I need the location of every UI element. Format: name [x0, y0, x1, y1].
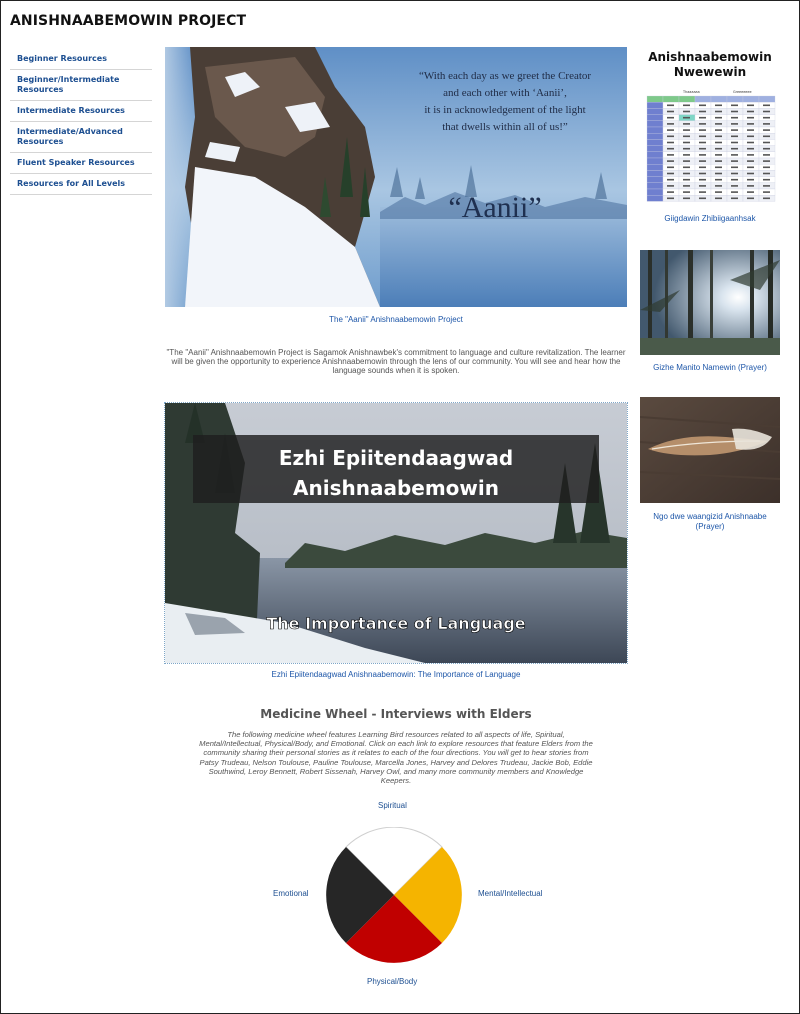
syllabics-cell-glyph [667, 117, 674, 119]
syllabics-cell-glyph [667, 167, 674, 169]
syllabics-cell-glyph [683, 154, 690, 156]
syllabics-cell-glyph [763, 129, 770, 131]
syllabics-cell-glyph [763, 154, 770, 156]
syllabics-cell-glyph [683, 160, 690, 162]
syllabics-cell-glyph [667, 173, 674, 175]
syllabics-cell-glyph [715, 160, 722, 162]
syllabics-cell-glyph [667, 129, 674, 131]
syllabics-cell-glyph [763, 148, 770, 150]
syllabics-cell-glyph [763, 142, 770, 144]
syllabics-cell-glyph [731, 142, 738, 144]
syllabics-cell [647, 127, 663, 133]
syllabics-cell-glyph [699, 160, 706, 162]
syllabics-cell-glyph [699, 148, 706, 150]
syllabics-cell-glyph [699, 198, 706, 200]
syllabics-cell-glyph [715, 167, 722, 169]
syllabics-cell-glyph [747, 160, 754, 162]
feather-caption-link[interactable] [640, 512, 780, 532]
syllabics-cell-glyph [747, 179, 754, 181]
syllabics-cell-glyph [763, 160, 770, 162]
syllabics-cell-glyph [731, 123, 738, 125]
syllabics-cell-glyph [667, 179, 674, 181]
sidebar-nav [10, 48, 152, 195]
syllabics-cell-glyph [715, 111, 722, 113]
syllabics-cell [647, 189, 663, 195]
syllabics-cell-glyph [667, 105, 674, 107]
syllabics-cell [647, 177, 663, 183]
syllabics-cell-glyph [731, 111, 738, 113]
syllabics-chart [641, 88, 779, 204]
syllabics-cell-glyph [731, 129, 738, 131]
syllabics-cell-glyph [763, 179, 770, 181]
syllabics-cell [759, 96, 775, 102]
syllabics-cell-glyph [667, 148, 674, 150]
syllabics-cell-glyph [667, 154, 674, 156]
prayer-caption-link[interactable]: Gizhe Manito Namewin (Prayer) [653, 363, 767, 372]
forest-illustration [640, 250, 780, 355]
syllabics-cell-glyph [731, 173, 738, 175]
syllabics-cell-glyph [731, 136, 738, 138]
syllabics-cell-glyph [699, 167, 706, 169]
physical-body-link[interactable]: Physical/Body [367, 977, 418, 986]
syllabics-cell-glyph [683, 173, 690, 175]
syllabics-cell-glyph [731, 148, 738, 150]
syllabics-cell [647, 183, 663, 189]
syllabics-cell-glyph [747, 129, 754, 131]
sidebar-item-beginner-intermediate[interactable]: Beginner/Intermediate Resources [10, 70, 152, 101]
feather-caption-line-1: Ngo dwe waangizid Anishnaabe [653, 512, 767, 521]
syllabics-cell-glyph [683, 142, 690, 144]
syllabics-cell-glyph [667, 142, 674, 144]
syllabics-cell-glyph [747, 198, 754, 200]
hero-quote-line-2: and each other with ‘Aanii’, [443, 87, 567, 99]
syllabics-cell [647, 121, 663, 127]
syllabics-cell-glyph [699, 142, 706, 144]
sidebar-item-intermediate-advanced[interactable]: Intermediate/Advanced Resources [10, 122, 152, 153]
syllabics-cell-glyph [763, 167, 770, 169]
syllabics-cell-glyph [683, 136, 690, 138]
syllabics-cell-glyph [683, 129, 690, 131]
syllabics-cell [647, 164, 663, 170]
video-thumbnail[interactable] [165, 403, 627, 663]
syllabics-cell-glyph [715, 154, 722, 156]
syllabics-cell [647, 139, 663, 145]
syllabics-cell [727, 96, 743, 102]
spiritual-link[interactable]: Spiritual [378, 801, 407, 810]
syllabics-cell-glyph [715, 117, 722, 119]
syllabics-cell [647, 195, 663, 201]
syllabics-chart-image[interactable] [641, 88, 779, 204]
hero-quote-line-1: “With each day as we greet the Creator [418, 70, 592, 82]
syllabics-cell-glyph [763, 111, 770, 113]
syllabics-cell-glyph [699, 117, 706, 119]
syllabics-cell-glyph [667, 111, 674, 113]
syllabics-header-left: Thaaaaaa [683, 90, 700, 94]
syllabics-cell-glyph [731, 185, 738, 187]
syllabics-cell-glyph [683, 111, 690, 113]
syllabics-cell-glyph [731, 105, 738, 107]
syllabics-cell [711, 96, 727, 102]
syllabics-cell-glyph [667, 160, 674, 162]
syllabics-cell [679, 96, 695, 102]
video-title-line-1: Ezhi Epiitendaagwad [278, 446, 514, 470]
syllabics-cell-glyph [747, 154, 754, 156]
syllabics-cell-glyph [715, 148, 722, 150]
hero-quote-line-3: it is in acknowledgement of the light [424, 104, 586, 116]
syllabics-cell-glyph [683, 123, 690, 125]
medicine-wheel-heading: Medicine Wheel - Interviews with Elders [260, 707, 532, 721]
syllabics-cell-glyph [747, 185, 754, 187]
syllabics-cell [647, 108, 663, 114]
syllabics-cell-glyph [699, 191, 706, 193]
syllabics-cell-glyph [699, 136, 706, 138]
syllabics-cell [647, 170, 663, 176]
video-caption-link[interactable]: Ezhi Epiitendaagwad Anishnaabemowin: The Importance of Language [271, 670, 521, 679]
syllabics-cell-glyph [683, 179, 690, 181]
syllabics-cell-glyph [667, 136, 674, 138]
syllabics-cell-glyph [747, 136, 754, 138]
syllabics-cell-glyph [699, 111, 706, 113]
hero-image[interactable] [165, 47, 627, 307]
syllabics-cell [647, 102, 663, 108]
syllabics-cell-glyph [763, 105, 770, 107]
syllabics-cell-glyph [715, 129, 722, 131]
syllabics-cell-glyph [715, 191, 722, 193]
hero-quote-line-4: that dwells within all of us!” [442, 121, 568, 133]
syllabics-cell-glyph [715, 173, 722, 175]
syllabics-cell-glyph [731, 117, 738, 119]
nwewewin-title-line-1: Anishnaabemowin [648, 50, 772, 64]
syllabics-cell-glyph [699, 105, 706, 107]
hero-caption-link[interactable]: The "Aanii" Anishnaabemowin Project [329, 315, 463, 324]
syllabics-caption-link[interactable]: Giigdawin Zhibiigaanhsak [664, 214, 756, 223]
syllabics-cell-glyph [747, 173, 754, 175]
syllabics-cell-glyph [715, 179, 722, 181]
syllabics-cell-glyph [763, 198, 770, 200]
sidebar-item-intermediate[interactable]: Intermediate Resources [10, 101, 152, 122]
syllabics-cell-glyph [683, 198, 690, 200]
syllabics-cell-glyph [699, 179, 706, 181]
feather-caption-line-2: (Prayer) [695, 522, 725, 531]
syllabics-cell-glyph [763, 123, 770, 125]
syllabics-cell-glyph [683, 148, 690, 150]
syllabics-cell-glyph [699, 154, 706, 156]
nwewewin-title [640, 50, 780, 80]
syllabics-cell-glyph [715, 105, 722, 107]
syllabics-cell-glyph [699, 173, 706, 175]
syllabics-cell-glyph [683, 105, 690, 107]
video-illustration [165, 403, 627, 663]
nwewewin-title-line-2: Nwewewin [673, 65, 747, 79]
syllabics-cell-glyph [715, 123, 722, 125]
sidebar-item-fluent-speaker[interactable]: Fluent Speaker Resources [10, 153, 152, 174]
syllabics-cell-glyph [763, 185, 770, 187]
syllabics-cell-glyph [731, 179, 738, 181]
video-subtitle: The Importance of Language [266, 614, 526, 633]
syllabics-cell-glyph [731, 191, 738, 193]
syllabics-cell-glyph [747, 117, 754, 119]
syllabics-cell [647, 133, 663, 139]
syllabics-cell [647, 96, 663, 102]
syllabics-cell-glyph [747, 148, 754, 150]
hero-illustration [165, 47, 627, 307]
sidebar-item-beginner[interactable]: Beginner Resources [10, 48, 152, 70]
medicine-wheel [325, 827, 463, 963]
syllabics-cell [647, 158, 663, 164]
syllabics-cell-glyph [731, 198, 738, 200]
syllabics-header-right: Greeeeeee [733, 90, 752, 94]
medicine-wheel-description: The following medicine wheel features Learning Bird resources related to all aspects of life, Spiritual, Mental/Intellectual, Physical/Body, and Emotional. Click on each link to explore resources that feature Elders from the community sharing their personal stories as it relates to each of the four directions. You will get to hear stories from Patsy Trudeau, Nelson Toulouse, Pauline Toulouse, Marcella Jones, Harvey and Delores Trudeau, Jackie Bob, Eddie Southwind, Leroy Bennett, Robert Sissenah, Harvey Owl, and many more community members and Knowledge Keepers. [199, 730, 593, 786]
hero-big-word: “Aanii” [448, 191, 542, 224]
video-title-line-2: Anishnaabemowin [293, 476, 499, 500]
syllabics-cell-glyph [731, 160, 738, 162]
syllabics-cell-glyph [763, 117, 770, 119]
sidebar-item-all-levels[interactable]: Resources for All Levels [10, 174, 152, 195]
syllabics-cell-glyph [747, 111, 754, 113]
syllabics-cell-glyph [683, 191, 690, 193]
mental-intellectual-link[interactable]: Mental/Intellectual [478, 889, 543, 898]
feather-image[interactable] [640, 397, 780, 503]
syllabics-cell [663, 96, 679, 102]
syllabics-cell-glyph [699, 185, 706, 187]
syllabics-cell [647, 115, 663, 121]
syllabics-cell-glyph [747, 123, 754, 125]
syllabics-cell-glyph [763, 173, 770, 175]
syllabics-cell-glyph [763, 136, 770, 138]
syllabics-cell-glyph [667, 191, 674, 193]
syllabics-cell [647, 152, 663, 158]
syllabics-cell-glyph [747, 105, 754, 107]
syllabics-cell-glyph [667, 123, 674, 125]
syllabics-cell-glyph [699, 123, 706, 125]
syllabics-cell-glyph [747, 142, 754, 144]
syllabics-cell-glyph [715, 185, 722, 187]
syllabics-cell-glyph [683, 185, 690, 187]
syllabics-cell-glyph [683, 167, 690, 169]
feather-illustration [640, 397, 780, 503]
syllabics-cell-glyph [747, 191, 754, 193]
syllabics-cell-glyph [667, 185, 674, 187]
syllabics-cell-glyph [731, 167, 738, 169]
syllabics-cell-glyph [747, 167, 754, 169]
syllabics-cell-glyph [683, 117, 690, 119]
prayer-forest-image[interactable] [640, 250, 780, 355]
intro-paragraph: "The "Aanii" Anishnaabemowin Project is Sagamok Anishnawbek's commitment to language and culture revitalization. The learner will be given the opportunity to experience Anishnaabemowin through the lens of our community. You will see and hear how the language sounds when it is spoken. [166, 348, 626, 375]
syllabics-cell [695, 96, 711, 102]
syllabics-cell [743, 96, 759, 102]
syllabics-cell-glyph [715, 198, 722, 200]
syllabics-cell-glyph [731, 154, 738, 156]
syllabics-cell-glyph [699, 129, 706, 131]
syllabics-cell-glyph [715, 136, 722, 138]
syllabics-cell-glyph [715, 142, 722, 144]
syllabics-cell-glyph [667, 198, 674, 200]
syllabics-cell-glyph [763, 191, 770, 193]
site-title: ANISHNAABEMOWIN PROJECT [10, 13, 247, 29]
emotional-link[interactable]: Emotional [273, 889, 309, 898]
syllabics-cell [647, 146, 663, 152]
